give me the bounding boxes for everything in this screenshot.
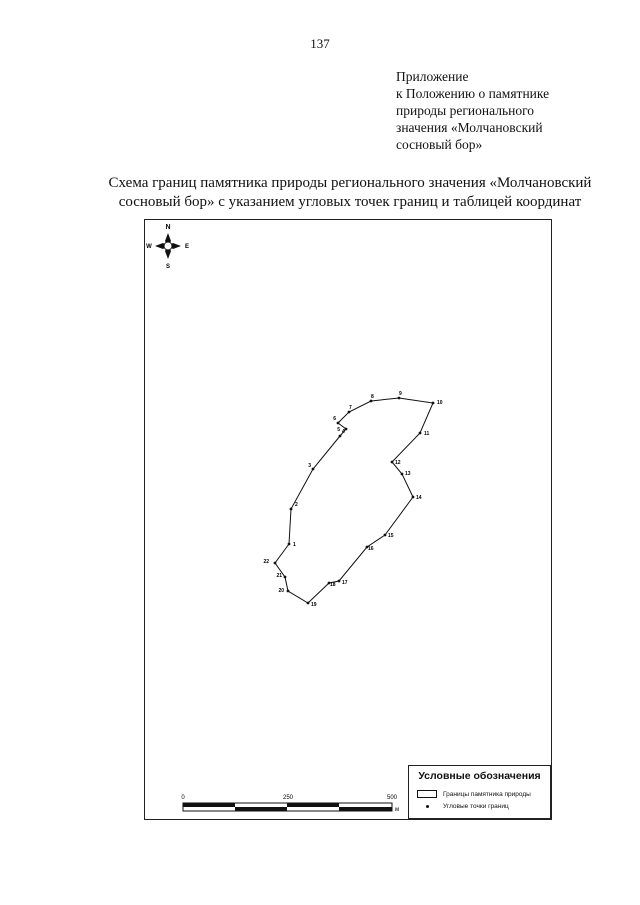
corner-point-3 — [312, 468, 315, 471]
scale-label-250: 250 — [282, 795, 294, 801]
compass-south-label: S — [165, 264, 171, 270]
appendix-line: Приложение — [396, 69, 469, 84]
corner-point-6 — [337, 422, 340, 425]
corner-point-label-9: 9 — [399, 391, 402, 397]
corner-point-label-13: 13 — [405, 471, 411, 477]
corner-point-21 — [284, 576, 287, 579]
appendix-line: сосновый бор» — [396, 137, 483, 152]
appendix-line: значения «Молчановский — [396, 120, 543, 135]
scale-label-0: 0 — [181, 795, 185, 801]
corner-point-14 — [412, 496, 415, 499]
corner-point-4 — [339, 435, 342, 438]
corner-point-2 — [290, 508, 293, 511]
corner-point-20 — [287, 590, 290, 593]
compass-north-label: N — [165, 224, 171, 231]
boundary-polygon — [275, 398, 433, 603]
corner-point-label-22: 22 — [263, 559, 269, 565]
corner-point-label-15: 15 — [388, 533, 394, 539]
corner-point-label-10: 10 — [437, 400, 443, 406]
corner-point-label-21: 21 — [276, 573, 282, 579]
title-line: сосновый бор» с указанием угловых точек границ и таблицей координат — [118, 194, 582, 210]
corner-point-9 — [398, 397, 401, 400]
corner-point-label-1: 1 — [293, 542, 296, 548]
page-number: 137 — [310, 36, 330, 51]
corner-point-10 — [432, 402, 435, 405]
compass-rose-icon — [146, 224, 189, 270]
corner-point-label-16: 16 — [368, 546, 374, 552]
corner-point-label-12: 12 — [395, 460, 401, 466]
legend-item-boundary — [417, 790, 531, 798]
boundary-points — [263, 391, 442, 608]
corner-point-19 — [307, 602, 310, 605]
legend-item-points — [417, 803, 509, 810]
title-line: Схема границ памятника природы регионального значения «Молчановский — [108, 175, 592, 191]
corner-point-label-20: 20 — [278, 588, 284, 594]
scale-bar — [181, 795, 399, 813]
corner-point-15 — [384, 534, 387, 537]
compass-east-label: E — [184, 244, 190, 250]
corner-point-5 — [345, 428, 348, 431]
boundary-swatch-icon — [417, 790, 437, 798]
corner-point-label-2: 2 — [295, 502, 298, 508]
corner-point-label-8: 8 — [371, 394, 374, 400]
corner-point-label-19: 19 — [311, 602, 317, 608]
corner-point-label-6: 6 — [333, 416, 336, 422]
corner-point-13 — [401, 473, 404, 476]
scale-unit: м — [395, 807, 400, 813]
corner-point-17 — [338, 580, 341, 583]
corner-point-1 — [288, 543, 291, 546]
corner-point-label-14: 14 — [416, 495, 422, 501]
legend-boundary-label: Границы памятника природы — [443, 790, 531, 798]
corner-point-label-17: 17 — [342, 580, 348, 586]
corner-point-11 — [419, 432, 422, 435]
map-legend — [408, 765, 551, 819]
appendix-line: природы регионального — [396, 103, 535, 118]
scale-label-500: 500 — [386, 795, 398, 801]
legend-points-label: Угловые точки границ — [443, 803, 509, 810]
compass-west-label: W — [146, 244, 152, 250]
corner-point-label-4: 4 — [342, 429, 345, 435]
corner-point-label-5: 5 — [337, 427, 340, 433]
corner-point-8 — [370, 400, 373, 403]
appendix-line: к Положению о памятнике — [396, 86, 550, 101]
point-marker-icon — [426, 805, 429, 808]
corner-point-7 — [348, 411, 351, 414]
corner-point-12 — [391, 461, 394, 464]
corner-point-22 — [274, 562, 277, 565]
corner-point-label-18: 18 — [330, 582, 336, 588]
corner-point-label-3: 3 — [308, 463, 311, 469]
legend-title: Условные обозначения — [418, 770, 541, 782]
corner-point-label-7: 7 — [349, 405, 352, 411]
corner-point-label-11: 11 — [424, 431, 430, 437]
